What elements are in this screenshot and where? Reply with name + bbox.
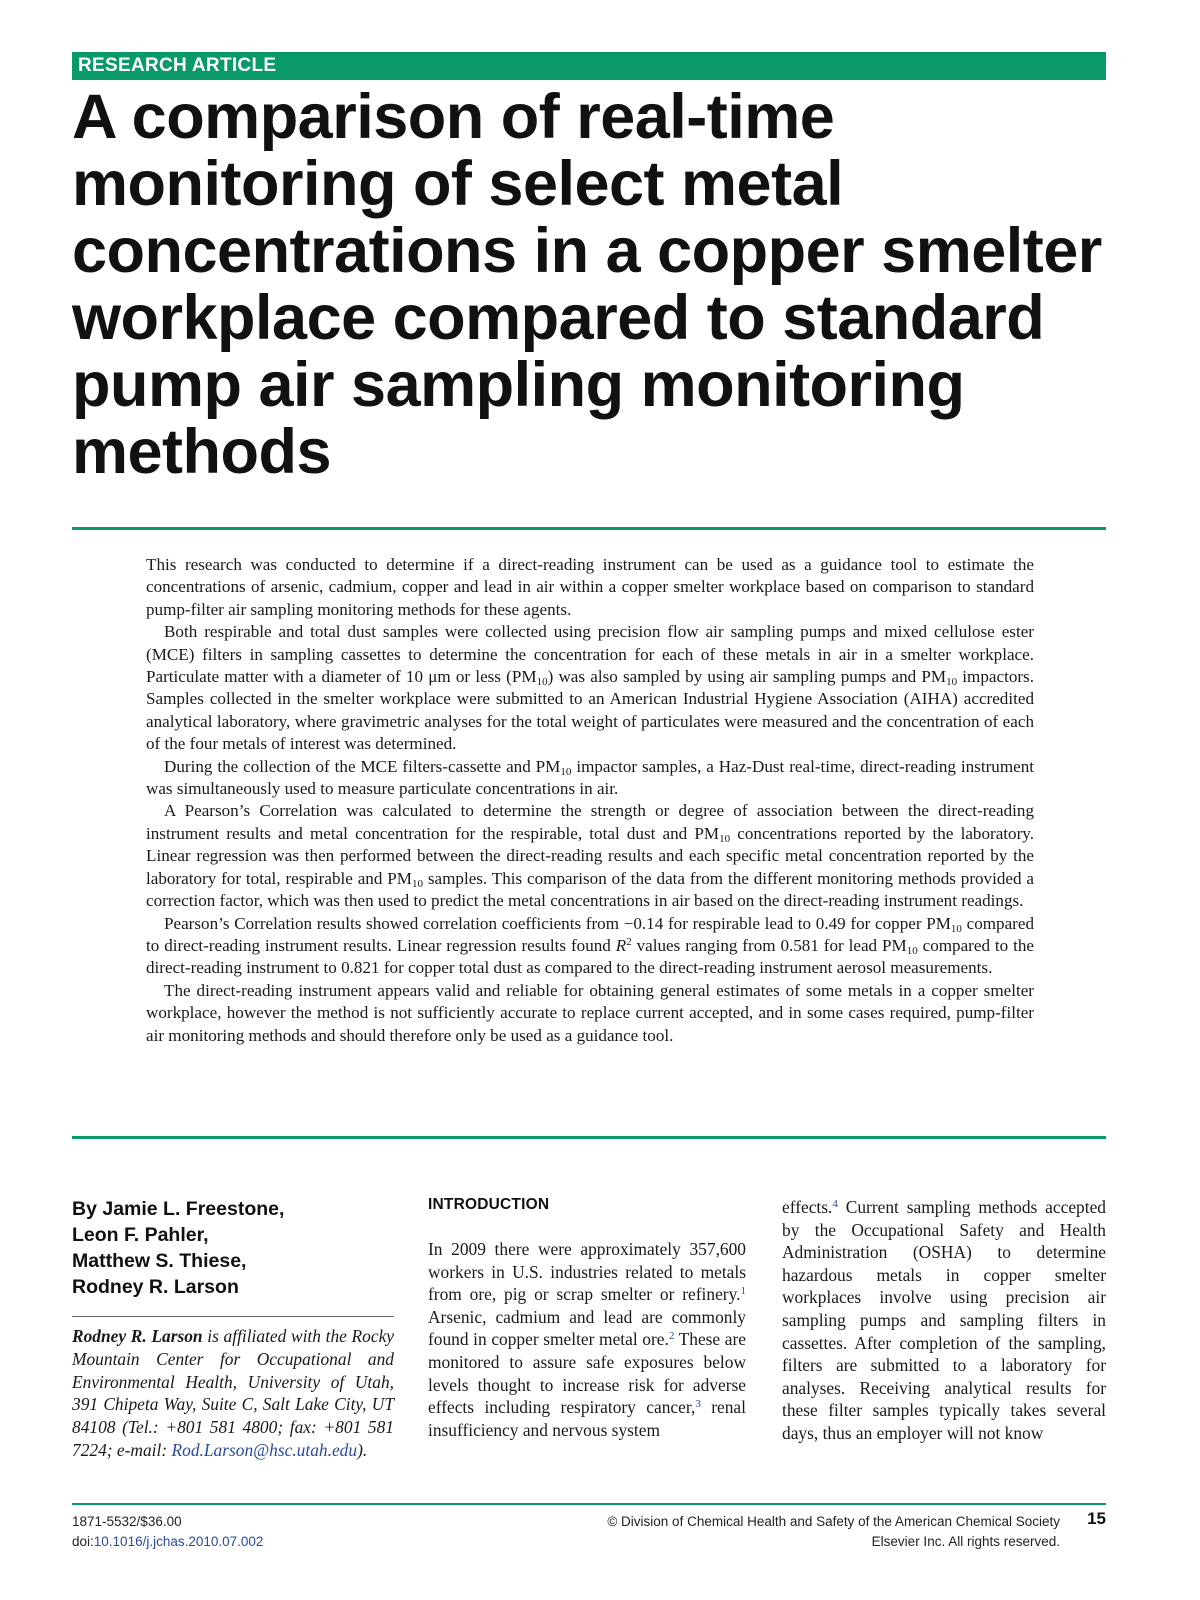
author-name: Matthew S. Thiese, — [72, 1250, 247, 1272]
abstract-text: The direct-reading instrument appears valid and reliable for obtaining general estimates of some metals in a copper smelter workplace, however the method is not sufficiently accurate to replace current accepted, and in some cases required, pump-filter air monitoring methods and should therefore only be used as a guidance tool. — [146, 980, 1034, 1045]
footer-rule — [72, 1503, 1106, 1505]
abstract-text: compared to direct-reading instrument results. Linear regression results found — [146, 913, 1034, 955]
doi-link[interactable]: 10.1016/j.jchas.2010.07.002 — [93, 1534, 264, 1549]
abstract-text: compared to the direct-reading instrument to 0.821 for copper total dust as compared to the direct-reading instrument aerosol measurements. — [146, 935, 1034, 978]
body-text: Current sampling methods accepted by the Occupational Safety and Health Administration (OSHA) to determine hazardous metals in copper smelter workplaces involve using precision air sampling pumps and sampling filters in cassettes. After completion of the sampling, filters are submitted to a laboratory for analyses. Receiving analytical results for these filter samples typically takes several days, thus an employer will not know — [782, 1197, 1106, 1443]
author-list — [72, 1196, 394, 1300]
subscript: 10 — [950, 922, 962, 935]
abstract-text: A Pearson’s Correlation was calculated to determine the strength or degree of association between the direct-reading instrument results and metal concentration for the respirable, total dust and PM — [146, 801, 1034, 843]
abstract-paragraph-3 — [146, 756, 1034, 801]
superscript: 2 — [626, 935, 632, 948]
abstract-text: concentrations reported by the laboratory. Linear regression was then performed between the direct-reading results and each specific metal concentration reported by the laboratory for total, respirable and PM — [146, 823, 1035, 888]
doi-line — [72, 1532, 263, 1552]
abstract-paragraph-1 — [146, 554, 1034, 621]
body-text: In 2009 there were approximately 357,600 workers in U.S. industries related to metals from ore, pig or scrap smelter or refinery. — [428, 1239, 746, 1305]
abstract-text: samples. This comparison of the data from the different monitoring methods provided a correction factor, which was then used to predict the metal concentrations in air based on the direct-reading instrument readings. — [146, 868, 1034, 911]
footer-left — [72, 1512, 263, 1552]
affiliation-text: is affiliated with the Rocky Mountain Center for Occupational and Environmental Health, University of Utah, 391 Chipeta Way, Suite C, Salt Lake City, UT 84108 (Tel.: +801 581 4800; fax: +801 581 7224; e-mail: — [72, 1326, 395, 1460]
abstract — [146, 554, 1034, 1047]
subscript: 10 — [946, 676, 958, 689]
section-banner — [72, 52, 1106, 80]
intro-paragraph-continued — [782, 1196, 1106, 1445]
abstract-paragraph-5 — [146, 913, 1034, 980]
citation-link[interactable]: 4 — [832, 1198, 838, 1210]
author-name: Rodney R. Larson — [72, 1276, 239, 1298]
doi-label: doi: — [72, 1534, 94, 1549]
divider-bottom — [72, 1136, 1106, 1139]
citation-link[interactable]: 1 — [740, 1285, 746, 1298]
abstract-text: During the collection of the MCE filters-cassette and PM — [164, 756, 561, 776]
email-link[interactable]: Rod.Larson@hsc.utah.edu — [171, 1439, 358, 1460]
body-text: effects. — [782, 1197, 833, 1217]
affiliation-divider — [72, 1316, 394, 1317]
abstract-text: impactor samples, a Haz-Dust real-time, direct-reading instrument was simultaneously used to measure particulate concentrations in air. — [146, 756, 1034, 799]
body-column-2 — [782, 1196, 1106, 1445]
author-name: Leon F. Pahler, — [72, 1224, 209, 1246]
affiliation-name: Rodney R. Larson — [72, 1326, 203, 1346]
subscript: 10 — [411, 877, 423, 890]
affiliation-text: ). — [357, 1439, 368, 1460]
issn-price: 1871-5532/$36.00 — [72, 1514, 182, 1529]
abstract-text: This research was conducted to determine if a direct-reading instrument can be used as a guidance tool to estimate the concentrations of arsenic, cadmium, copper and lead in air within a copper smelter workplace based on comparison to standard pump-filter air sampling monitoring methods for these agents. — [146, 555, 1034, 619]
subscript: 10 — [560, 765, 572, 778]
page-number: 15 — [1087, 1509, 1106, 1528]
author-name: By Jamie L. Freestone, — [72, 1198, 285, 1220]
subscript: 10 — [536, 676, 548, 689]
author-column — [72, 1196, 394, 1462]
abstract-text: Pearson’s Correlation results showed correlation coefficients from −0.14 for respirable lead to 0.49 for copper PM — [164, 913, 951, 933]
r-symbol: R — [615, 935, 627, 955]
article-title: A comparison of real-time monitoring of select metal concentrations in a copper smelter workplace compared to standard pump air sampling monitoring methods — [72, 82, 1102, 487]
section-heading: INTRODUCTION — [428, 1196, 550, 1213]
abstract-text: values ranging from 0.581 for lead PM — [631, 935, 907, 955]
abstract-paragraph-2 — [146, 621, 1034, 755]
subscript: 10 — [719, 832, 731, 845]
body-text: These are monitored to assure safe exposures below levels thought to increase risk for adverse effects including respiratory cancer, — [428, 1329, 746, 1418]
subscript: 10 — [906, 944, 918, 957]
copyright-line: © Division of Chemical Health and Safety of the American Chemical Society — [607, 1514, 1060, 1529]
body-text: renal insufficiency and nervous system — [428, 1397, 746, 1440]
abstract-paragraph-4 — [146, 800, 1034, 912]
body-column-1 — [428, 1196, 746, 1441]
footer-right — [607, 1512, 1060, 1552]
banner-label: RESEARCH ARTICLE — [78, 55, 277, 76]
abstract-paragraph-6 — [146, 980, 1034, 1047]
body-text: Arsenic, cadmium and lead are commonly found in copper smelter metal ore. — [428, 1306, 746, 1350]
citation-link[interactable]: 2 — [668, 1330, 675, 1343]
divider-top — [72, 527, 1106, 530]
citation-link[interactable]: 3 — [695, 1398, 701, 1411]
abstract-text: impactors. Samples collected in the smelter workplace were submitted to an American Industrial Hygiene Association (AIHA) accredited analytical laboratory, where gravimetric analyses for the total weight of particulates were measured and the concentration of each of the four metals of interest was determined. — [146, 667, 1034, 754]
abstract-text: ) was also sampled by using air sampling pumps and PM — [547, 667, 947, 687]
intro-paragraph — [428, 1238, 746, 1441]
affiliation-note — [72, 1325, 394, 1462]
publisher-line: Elsevier Inc. All rights reserved. — [871, 1534, 1060, 1549]
abstract-text: Both respirable and total dust samples were collected using precision flow air sampling pumps and mixed cellulose ester (MCE) filters in sampling cassettes to determine the concentration for each of these metals in air in a smelter workplace. Particulate matter with a diameter of 10 μm or less (PM — [146, 622, 1034, 687]
